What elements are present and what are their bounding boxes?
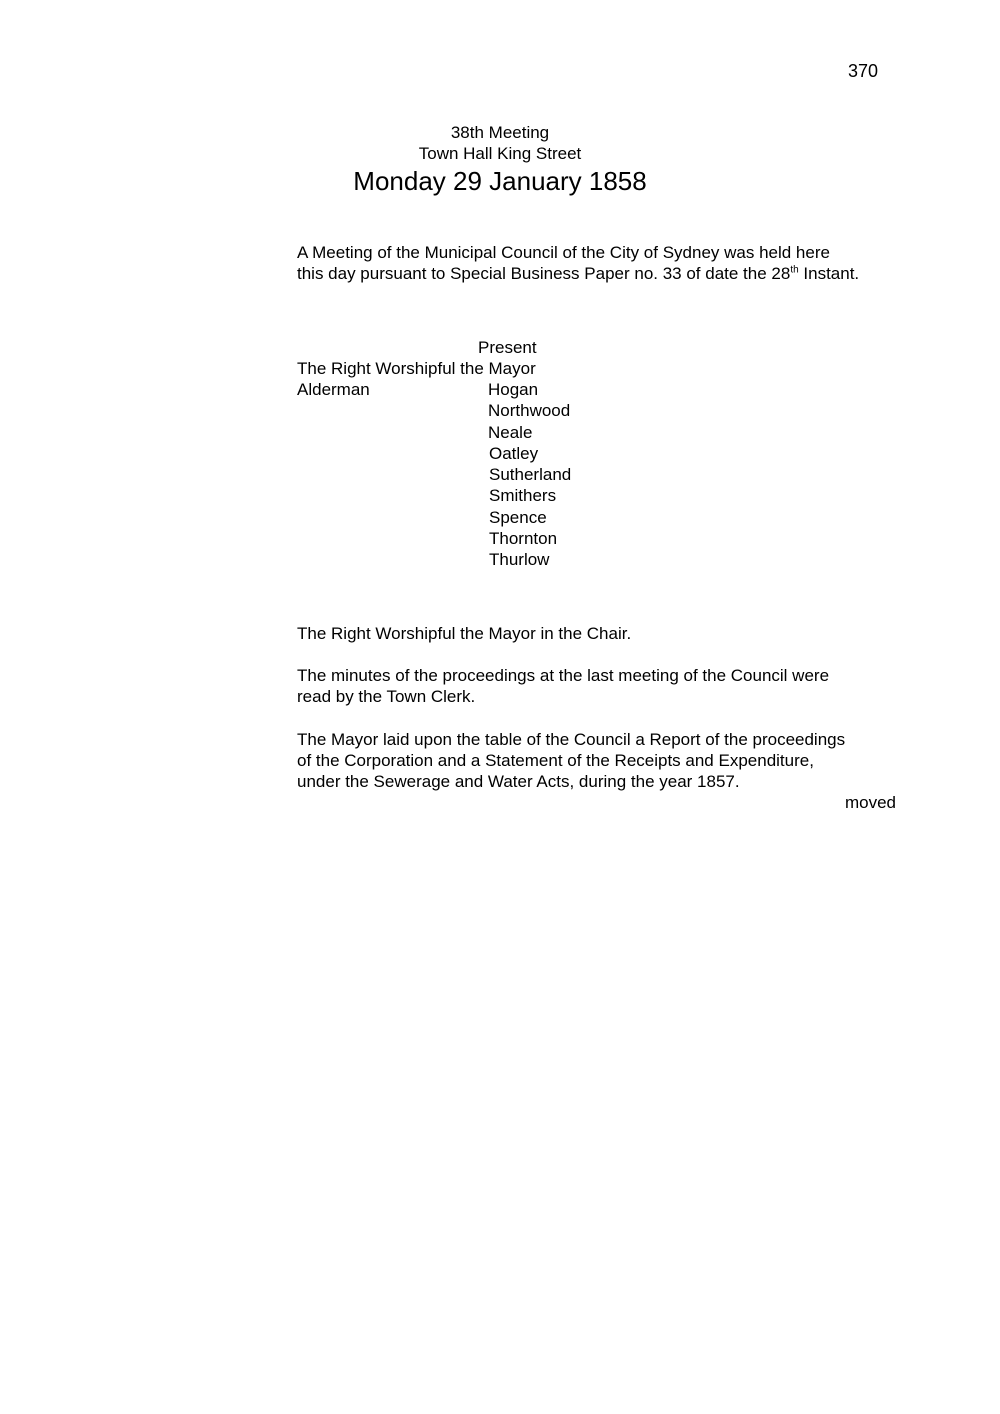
alderman-name: Thornton: [489, 529, 558, 549]
alderman-name: Hogan: [488, 380, 539, 399]
report-line-3: under the Sewerage and Water Acts, during the year 1857.: [297, 772, 740, 791]
report-line-2: of the Corporation and a Statement of the Receipts and Expenditure,: [297, 751, 814, 770]
alderman-name: Smithers: [489, 486, 557, 506]
minutes-line-1: The minutes of the proceedings at the last meeting of the Council were: [297, 666, 830, 685]
chair-line: The Right Worshipful the Mayor in the Chair.: [297, 624, 632, 643]
intro-line-2-text: this day pursuant to Special Business Paper no. 33 of date the 28: [297, 264, 791, 283]
report-line-1: The Mayor laid upon the table of the Council a Report of the proceedings: [297, 730, 846, 749]
intro-superscript: th: [790, 264, 799, 276]
meeting-header: [300, 122, 700, 197]
meeting-date: Monday 29 January 1858: [353, 166, 647, 196]
catchword: moved: [844, 793, 896, 812]
present-heading: Present: [478, 338, 537, 357]
report-paragraph: [297, 729, 917, 792]
meeting-location: Town Hall King Street: [418, 144, 582, 163]
intro-line-1: A Meeting of the Municipal Council of the City of Sydney was held here: [297, 243, 830, 262]
intro-paragraph: [297, 242, 917, 284]
alderman-name: Northwood: [488, 401, 571, 421]
aldermen-list: [488, 379, 571, 571]
page-number: 370: [847, 61, 878, 81]
intro-line-2: [297, 263, 917, 284]
alderman-name: Sutherland: [489, 465, 572, 485]
alderman-label: Alderman: [297, 380, 370, 399]
minutes-paragraph: [297, 665, 917, 707]
alderman-name: Oatley: [489, 443, 539, 463]
alderman-name: Thurlow: [489, 550, 550, 570]
alderman-name: Spence: [489, 507, 547, 527]
minutes-line-2: read by the Town Clerk.: [297, 687, 476, 706]
alderman-name: Neale: [488, 422, 533, 442]
intro-line-2-end: Instant.: [798, 264, 860, 283]
present-mayor: The Right Worshipful the Mayor: [297, 359, 536, 378]
meeting-number: 38th Meeting: [450, 123, 550, 142]
chair-paragraph: [297, 623, 917, 644]
